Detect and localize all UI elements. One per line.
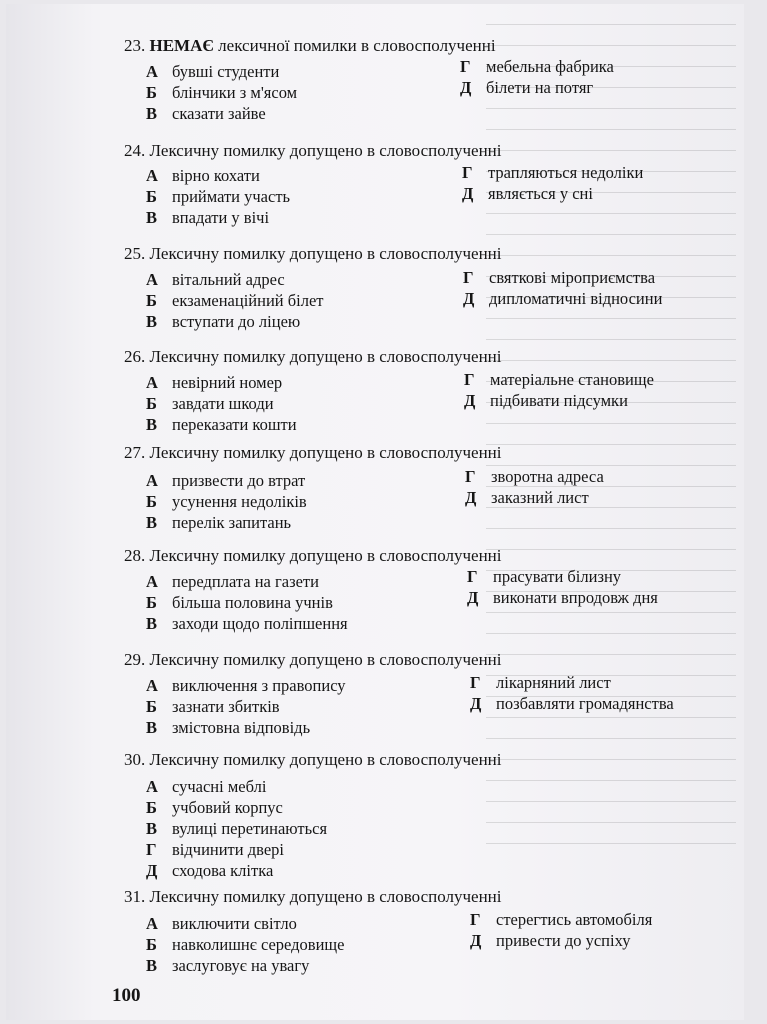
- option-text: зворотна адреса: [491, 467, 604, 486]
- option-v: [146, 718, 310, 738]
- option-text: впадати у вічі: [172, 208, 270, 227]
- option-text: виключення з правопису: [172, 676, 346, 695]
- option-d: [462, 184, 593, 204]
- option-g: [464, 370, 654, 390]
- option-letter: Г: [470, 673, 481, 692]
- option-text: заходи щодо поліпшення: [172, 614, 348, 633]
- option-letter: А: [146, 777, 158, 796]
- option-letter: Г: [464, 370, 475, 389]
- option-text: екзаменаційний білет: [172, 291, 324, 310]
- option-v: [146, 104, 266, 124]
- option-d: [465, 488, 589, 508]
- option-g: [463, 268, 655, 288]
- option-letter: В: [146, 415, 158, 434]
- question-31: [124, 887, 724, 987]
- option-letter: В: [146, 513, 158, 532]
- question-24: [124, 141, 724, 241]
- option-a: [146, 914, 297, 934]
- option-letter: Д: [470, 931, 482, 950]
- option-letter: А: [146, 270, 158, 289]
- option-text: мебельна фабрика: [486, 57, 614, 76]
- question-text: Лексичну помилку допущено в словосполученні: [149, 650, 502, 669]
- option-g: [470, 673, 611, 693]
- option-text: усунення недоліків: [172, 492, 307, 511]
- option-text: бувші студенти: [172, 62, 280, 81]
- question-30: [124, 750, 724, 880]
- option-v: [146, 819, 327, 839]
- option-letter: Д: [146, 861, 158, 880]
- option-d: [464, 391, 628, 411]
- option-text: білети на потяг: [486, 78, 594, 97]
- option-a: [146, 777, 266, 797]
- option-g: [146, 840, 284, 860]
- question-number: 31.: [124, 887, 146, 906]
- option-a: [146, 373, 282, 393]
- option-text: трапляються недоліки: [488, 163, 644, 182]
- option-v: [146, 415, 297, 435]
- option-text: дипломатичні відносини: [489, 289, 663, 308]
- question-number: 27.: [124, 443, 146, 462]
- option-text: матеріальне становище: [490, 370, 654, 389]
- question-text: Лексичну помилку допущено в словосполученні: [149, 443, 502, 462]
- option-letter: Б: [146, 394, 157, 413]
- option-letter: Г: [465, 467, 476, 486]
- option-letter: А: [146, 373, 158, 392]
- option-v: [146, 312, 300, 332]
- question-number: 30.: [124, 750, 146, 769]
- option-letter: Б: [146, 492, 157, 511]
- option-letter: Г: [470, 910, 481, 929]
- question-number: 25.: [124, 244, 146, 263]
- option-text: учбовий корпус: [172, 798, 283, 817]
- option-b: [146, 593, 333, 613]
- option-letter: Д: [463, 289, 475, 308]
- option-a: [146, 62, 279, 82]
- option-b: [146, 798, 283, 818]
- option-text: передплата на газети: [172, 572, 319, 591]
- option-b: [146, 697, 280, 717]
- question-number: 24.: [124, 141, 146, 160]
- option-letter: Б: [146, 291, 157, 310]
- option-text: більша половина учнів: [172, 593, 333, 612]
- option-d: [146, 861, 273, 881]
- option-letter: Д: [465, 488, 477, 507]
- option-letter: А: [146, 914, 158, 933]
- question-text: Лексичну помилку допущено в словосполученні: [149, 750, 502, 769]
- question-heading: [124, 36, 496, 56]
- option-letter: В: [146, 208, 158, 227]
- option-letter: Б: [146, 798, 157, 817]
- option-letter: Г: [462, 163, 473, 182]
- option-v: [146, 956, 309, 976]
- option-a: [146, 166, 260, 186]
- option-letter: Г: [146, 840, 157, 859]
- option-text: являється у сні: [488, 184, 593, 203]
- question-27: [124, 443, 724, 543]
- question-heading: [124, 887, 502, 907]
- question-text: Лексичну помилку допущено в словосполученні: [149, 244, 502, 263]
- option-letter: А: [146, 676, 158, 695]
- option-g: [460, 57, 614, 77]
- option-b: [146, 291, 324, 311]
- option-d: [470, 931, 630, 951]
- option-text: приймати участь: [172, 187, 291, 206]
- page-number: 100: [112, 985, 141, 1006]
- option-letter: А: [146, 471, 158, 490]
- option-b: [146, 83, 297, 103]
- option-d: [467, 588, 658, 608]
- question-heading: [124, 347, 502, 367]
- option-d: [470, 694, 674, 714]
- option-d: [463, 289, 662, 309]
- option-text: заказний лист: [491, 488, 589, 507]
- option-letter: Г: [467, 567, 478, 586]
- option-g: [467, 567, 621, 587]
- option-text: зазнати збитків: [172, 697, 280, 716]
- option-text: виключити світло: [172, 914, 297, 933]
- question-heading: [124, 650, 502, 670]
- option-g: [470, 910, 652, 930]
- option-text: лікарняний лист: [496, 673, 611, 692]
- option-text: блінчики з м'ясом: [172, 83, 298, 102]
- option-text: невірний номер: [172, 373, 283, 392]
- question-number: 29.: [124, 650, 146, 669]
- option-a: [146, 471, 305, 491]
- option-letter: В: [146, 819, 158, 838]
- question-heading: [124, 244, 502, 264]
- option-letter: Г: [460, 57, 471, 76]
- option-text: призвести до втрат: [172, 471, 306, 490]
- option-b: [146, 492, 307, 512]
- option-letter: Б: [146, 83, 157, 102]
- option-a: [146, 572, 319, 592]
- option-text: вступати до ліцею: [172, 312, 301, 331]
- option-b: [146, 935, 344, 955]
- option-d: [460, 78, 593, 98]
- question-29: [124, 650, 724, 750]
- option-text: навколишнє середовище: [172, 935, 345, 954]
- option-text: вулиці перетинаються: [172, 819, 328, 838]
- option-letter: В: [146, 614, 158, 633]
- option-text: сучасні меблі: [172, 777, 267, 796]
- question-25: [124, 244, 724, 344]
- option-g: [465, 467, 604, 487]
- option-text: змістовна відповідь: [172, 718, 311, 737]
- question-heading: [124, 141, 502, 161]
- option-letter: Г: [463, 268, 474, 287]
- question-number: 28.: [124, 546, 146, 565]
- option-letter: Д: [460, 78, 472, 97]
- option-text: відчинити двері: [172, 840, 284, 859]
- option-letter: А: [146, 62, 158, 81]
- option-text: святкові міроприємства: [489, 268, 656, 287]
- option-letter: А: [146, 166, 158, 185]
- option-letter: Д: [464, 391, 476, 410]
- option-letter: В: [146, 104, 158, 123]
- option-text: заслуговує на увагу: [172, 956, 310, 975]
- option-letter: В: [146, 956, 158, 975]
- option-g: [462, 163, 643, 183]
- option-letter: Б: [146, 935, 157, 954]
- option-text: завдати шкоди: [172, 394, 274, 413]
- option-letter: А: [146, 572, 158, 591]
- option-letter: В: [146, 718, 158, 737]
- question-text: Лексичну помилку допущено в словосполученні: [149, 347, 502, 366]
- option-b: [146, 394, 274, 414]
- option-letter: Д: [470, 694, 482, 713]
- option-text: вітальний адрес: [172, 270, 285, 289]
- option-a: [146, 676, 346, 696]
- option-b: [146, 187, 290, 207]
- option-v: [146, 513, 291, 533]
- option-letter: Б: [146, 593, 157, 612]
- question-text: Лексичну помилку допущено в словосполученні: [149, 887, 502, 906]
- option-letter: Д: [467, 588, 479, 607]
- option-a: [146, 270, 285, 290]
- question-number: 26.: [124, 347, 146, 366]
- option-text: привести до успіху: [496, 931, 631, 950]
- question-heading: [124, 750, 502, 770]
- option-text: сходова клітка: [172, 861, 274, 880]
- question-text: Лексичну помилку допущено в словосполученні: [149, 141, 502, 160]
- option-text: підбивати підсумки: [490, 391, 628, 410]
- option-v: [146, 614, 348, 634]
- option-text: вірно кохати: [172, 166, 260, 185]
- question-28: [124, 546, 724, 646]
- question-heading: [124, 443, 502, 463]
- question-26: [124, 347, 724, 447]
- option-letter: В: [146, 312, 158, 331]
- option-letter: Б: [146, 187, 157, 206]
- option-text: позбавляти громадянства: [496, 694, 674, 713]
- option-text: стерегтись автомобіля: [496, 910, 653, 929]
- option-letter: Б: [146, 697, 157, 716]
- option-text: перелік запитань: [172, 513, 292, 532]
- option-text: виконати впродовж дня: [493, 588, 658, 607]
- option-v: [146, 208, 269, 228]
- textbook-page: [6, 4, 744, 1020]
- question-heading: [124, 546, 502, 566]
- option-text: сказати зайве: [172, 104, 266, 123]
- option-text: прасувати білизну: [493, 567, 622, 586]
- option-letter: Д: [462, 184, 474, 203]
- question-23: [124, 36, 724, 136]
- question-text: Лексичну помилку допущено в словосполученні: [149, 546, 502, 565]
- option-text: переказати кошти: [172, 415, 297, 434]
- question-emphasis: НЕМАЄ: [149, 36, 214, 55]
- question-number: 23.: [124, 36, 146, 55]
- question-text: лексичної помилки в словосполученні: [213, 36, 496, 55]
